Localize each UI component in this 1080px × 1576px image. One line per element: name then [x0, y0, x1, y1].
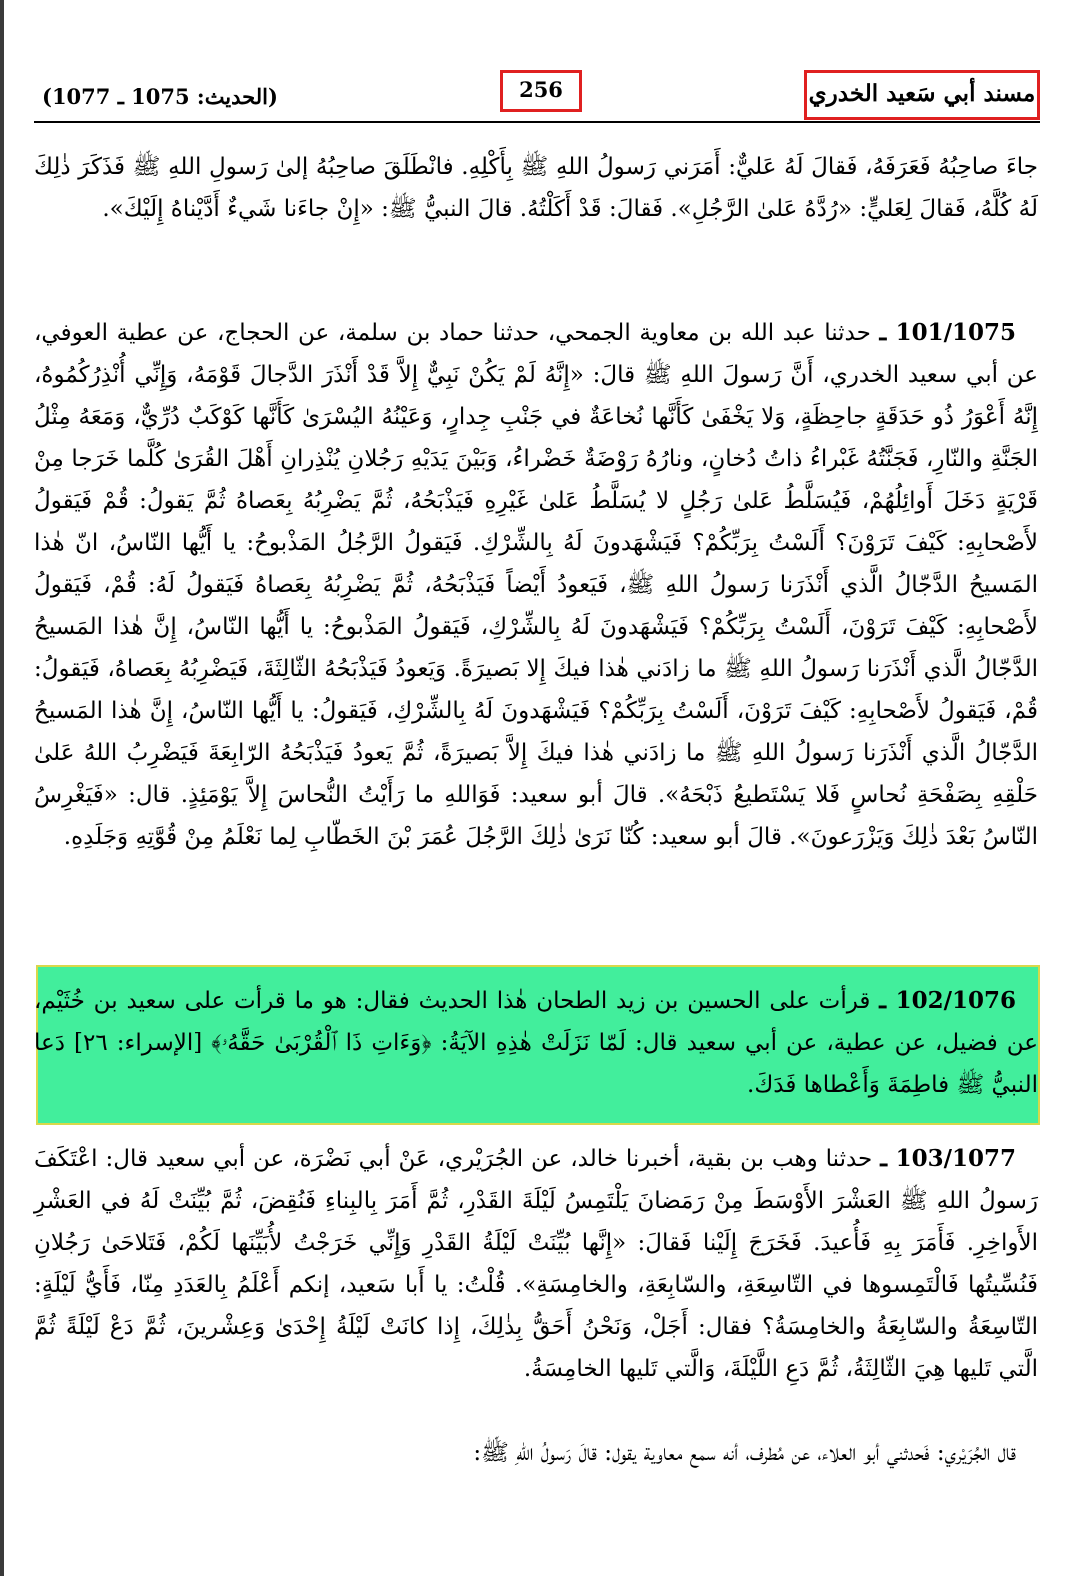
hadith-1077 — [34, 1138, 1038, 1390]
closing-paragraph — [34, 1432, 1038, 1474]
intro-text: جاءَ صاحِبُهُ فَعَرَفَهُ، فَقالَ لَهُ عَليٌّ: أَمَرَني رَسولُ اللهِ ﷺ بِأَكْلِهِ. فانْطَلَقَ صاحِبُهُ إلىٰ رَسولِ اللهِ ﷺ فَذَكَرَ ذٰلِكَ لَهُ كُلَّهُ، فَقالَ لِعَليٍّ: «رُدَّهُ عَلىٰ الرَّجُلِ». فَقالَ: قَدْ أَكَلْتُهُ. قالَ النبيُّ ﷺ: «إِنْ جاءَنا شَيءٌ أَدَّيْناهُ إِلَيْكَ». — [34, 154, 1038, 222]
hadith-1077-ref: 103/1077 ـ — [880, 1145, 1016, 1172]
hadith-range: (الحديث: 1075 ـ 1077) — [42, 84, 278, 109]
musnad-title: مسند أبي سَعيد الخدري — [804, 70, 1040, 120]
hadith-1076-text: قرأت على الحسين بن زيد الطحان هٰذا الحديث فقال: هو ما قرأت على سعيد بن خُثَيْم، عن فضيل، عن عطية، عن أبي سعيد قال: لَمّا نَزَلَتْ هٰذِهِ الآيَةُ: ﴿وَءَاتِ ذَا ٱلْقُرْبَىٰ حَقَّهُۥ﴾ [الإسراء: ٢٦] دَعا النبيُّ ﷺ فاطِمَةَ وَأَعْطاها فَدَكَ. — [34, 988, 1038, 1098]
header-rule — [34, 121, 1040, 123]
hadith-1076-ref: 102/1076 ـ — [879, 987, 1016, 1014]
hadith-1077-text: حدثنا وهب بن بقية، أخبرنا خالد، عن الجُرَيْري، عَنْ أبي نَضْرَة، عن أبي سعيد قال: اعْتَكَفَ رَسولُ اللهِ ﷺ العَشْرَ الأَوْسَطَ مِنْ رَمَضانَ يَلْتَمِسُ لَيْلَةَ القَدْرِ، ثُمَّ أَمَرَ بِالبِناءِ فَنُقِضَ، ثُمَّ بُيِّنَتْ لَهُ في العَشْرِ الأَواخِرِ. فَأَمَرَ بِهِ فَأُعيدَ. فَخَرَجَ إِلَيْنا فَقالَ: «إِنَّها بُيِّنَتْ لَيْلَةُ القَدْرِ وَإِنِّي خَرَجْتُ لأُبَيِّنَها لَكُمْ، فَتَلاحَىٰ رَجُلانِ فَنُسِّيتُها فَالْتَمِسوها في التّاسِعَةِ، والسّابِعَةِ، والخامِسَةِ». قُلْتُ: يا أَبا سَعيد، إنكم أَعْلَمُ بِالعَدَدِ مِنّا، فَأَيُّ لَيْلَةٍ: التّاسِعَةُ والسّابِعَةُ والخامِسَةُ؟ فقال: أَجَلْ، وَنَحْنُ أَحَقُّ بِذٰلِكَ، إِذا كانَتْ لَيْلَةُ إِحْدَىٰ وَعِشْرينَ، ثُمَّ دَعْ لَيْلَةً ثُمَّ الَّتي تَليها هِيَ الثّالِثَةُ، ثُمَّ دَعِ اللَّيْلَةَ، وَالَّتي تَليها الخامِسَةُ. — [34, 1146, 1038, 1382]
page-header — [34, 70, 1040, 122]
page-number: 256 — [500, 70, 582, 112]
intro-paragraph — [34, 146, 1038, 230]
hadith-1076 — [34, 980, 1038, 1106]
hadith-1075-ref: 101/1075 ـ — [879, 319, 1017, 346]
hadith-1075 — [34, 312, 1038, 858]
closing-text: قال الجُرَيْري: فَحدثني أبو العلاء، عن مُطرف، أنه سمع معاوية يقول: قالَ رَسولُ اللهِ ﷺ: — [473, 1440, 1016, 1466]
hadith-1075-text: حدثنا عبد الله بن معاوية الجمحي، حدثنا حماد بن سلمة، عن الحجاج، عن عطية العوفي، عن أبي سعيد الخدري، أَنَّ رَسولَ اللهِ ﷺ قالَ: «إِنَّهُ لَمْ يَكُنْ نَبِيٌّ إِلاَّ قَدْ أَنْذَرَ الدَّجالَ قَوْمَهُ، وَإِنِّي أُنْذِرُكُمُوهُ، إِنَّهُ أَعْوَرُ ذُو حَدَقَةٍ جاحِظَةٍ، وَلا يَخْفَىٰ كَأَنَّها نُخاعَةٌ في جَنْبِ جِدارٍ، وَعَيْنُهُ اليُسْرَىٰ كَأَنَّها كَوْكَبٌ دُرِّيٌّ، وَمَعَهُ مِثْلُ الجَنَّةِ والنّارِ، فَجَنَّتُهُ غَبْراءُ ذاتُ دُخانٍ، ونارُهُ رَوْضَةٌ خَضْراءُ، وَبَيْنَ يَدَيْهِ رَجُلانِ يُنْذِرانِ أَهْلَ القُرَىٰ كُلَّما خَرَجا مِنْ قَرْيَةٍ دَخَلَ أَوائِلُهُمْ، فَيُسَلَّطُ عَلىٰ رَجُلٍ لا يُسَلَّطُ عَلىٰ غَيْرِهِ فَيَذْبَحُهُ، ثُمَّ يَضْرِبُهُ بِعَصاهُ ثُمَّ يَقولُ: قُمْ فَيَقولُ لأَصْحابِهِ: كَيْفَ تَرَوْنَ؟ أَلَسْتُ بِرَبِّكُمْ؟ فَيَشْهَدونَ لَهُ بِالشِّرْكِ. فَيَقولُ الرَّجُلُ المَذْبوحُ: يا أَيُّها النّاسُ، انّ هٰذا المَسيحُ الدَّجّالُ الَّذي أَنْذَرَنا رَسولُ اللهِ ﷺ، فَيَعودُ أَيْضاً فَيَذْبَحُهُ، ثُمَّ يَضْرِبُهُ بِعَصاهُ فَيَقولُ لَهُ: قُمْ، فَيَقولُ لأَصْحابِهِ: كَيْفَ تَرَوْنَ، أَلَسْتُ بِرَبِّكُمْ؟ فَيَشْهَدونَ لَهُ بِالشِّرْكِ، فَيَقولُ المَذْبوحُ: يا أَيُّها النّاسُ، إِنَّ هٰذا المَسيحُ الدَّجّالُ الَّذي أَنْذَرَنا رَسولُ اللهِ ﷺ ما زادَني هٰذا فيكَ إِلا بَصيرَةً. وَيَعودُ فَيَذْبَحُهُ الثّالِثَةَ، فَيَضْرِبُهُ بِعَصاهُ، فَيَقولُ: قُمْ، فَيَقولُ لأَصْحابِهِ: كَيْفَ تَرَوْنَ، أَلَسْتُ بِرَبِّكُمْ؟ فَيَشْهَدونَ لَهُ بِالشِّرْكِ، فَيَقولُ: يا أَيُّها النّاسُ، إِنَّ هٰذا المَسيحُ الدَّجّالُ الَّذي أَنْذَرَنا رَسولُ اللهِ ﷺ ما زادَني هٰذا فيكَ إِلاَّ بَصيرَةً، ثُمَّ يَعودُ فَيَذْبَحُهُ الرّابِعَةَ فَيَضْرِبُ اللهُ عَلىٰ حَلْقِهِ بِصَفْحَةِ نُحاسٍ فَلا يَسْتَطيعُ ذَبْحَهُ». قالَ أبو سعيد: فَوَاللهِ ما رَأَيْتُ النُّحاسَ إِلاَّ يَوْمَئِذٍ. قال: «فَيَغْرِسُ النّاسُ بَعْدَ ذٰلِكَ وَيَزْرَعونَ». قالَ أبو سعيد: كُنّا نَرَىٰ ذٰلِكَ الرَّجُلَ عُمَرَ بْنَ الخَطّابِ لِما نَعْلَمُ مِنْ قُوَّتِهِ وَجَلَدِهِ. — [34, 320, 1038, 850]
